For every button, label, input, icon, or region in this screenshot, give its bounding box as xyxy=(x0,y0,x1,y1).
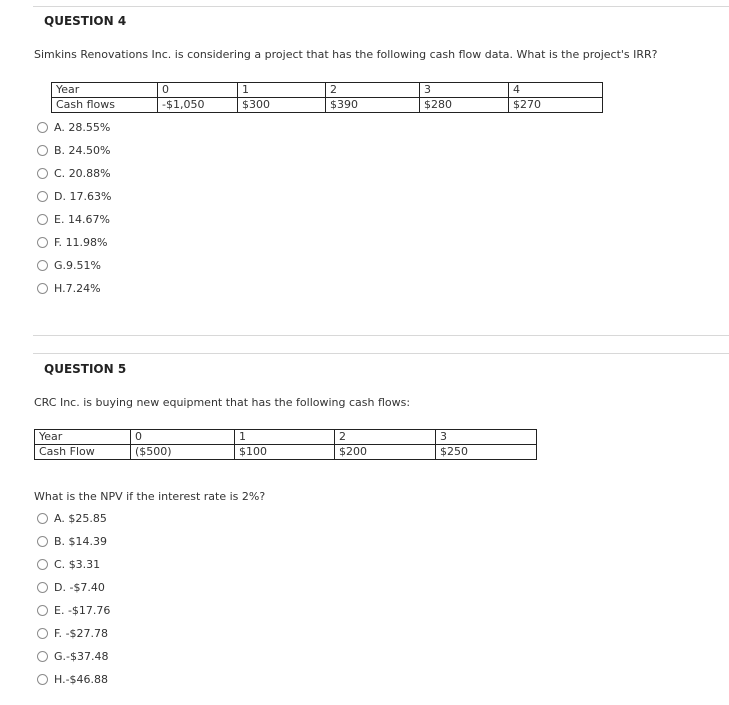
question-4-title: QUESTION 4 xyxy=(44,14,127,28)
option-label: F. 11.98% xyxy=(54,236,108,249)
table-cell: 1 xyxy=(238,83,326,98)
option-label: F. -$27.78 xyxy=(54,627,109,640)
table-cell: $200 xyxy=(335,445,436,460)
table-row xyxy=(52,83,603,98)
table-cell: 3 xyxy=(436,430,537,445)
option-label: C. $3.31 xyxy=(54,558,101,571)
question-5-cashflow-table xyxy=(34,429,537,460)
option-label: C. 20.88% xyxy=(54,167,111,180)
option-a[interactable] xyxy=(37,116,111,139)
table-cell: $270 xyxy=(509,98,603,113)
option-label: H.7.24% xyxy=(54,282,101,295)
option-c[interactable] xyxy=(37,162,111,185)
radio-button[interactable] xyxy=(37,559,48,570)
question-4-cashflow-table xyxy=(51,82,603,113)
table-cell: Cash Flow xyxy=(35,445,131,460)
table-cell: 3 xyxy=(420,83,509,98)
option-label: A. $25.85 xyxy=(54,512,107,525)
radio-button[interactable] xyxy=(37,168,48,179)
option-label: G.-$37.48 xyxy=(54,650,109,663)
option-label: G.9.51% xyxy=(54,259,101,272)
option-a[interactable] xyxy=(37,507,110,530)
table-cell: Year xyxy=(52,83,158,98)
question-5-title: QUESTION 5 xyxy=(44,362,127,376)
radio-button[interactable] xyxy=(37,513,48,524)
radio-button[interactable] xyxy=(37,582,48,593)
option-label: H.-$46.88 xyxy=(54,673,109,686)
option-label: A. 28.55% xyxy=(54,121,111,134)
option-e[interactable] xyxy=(37,599,110,622)
option-h[interactable] xyxy=(37,668,110,691)
question-5-subprompt: What is the NPV if the interest rate is 2%? xyxy=(34,490,266,503)
section-divider xyxy=(33,335,729,336)
table-row xyxy=(52,98,603,113)
table-cell: $280 xyxy=(420,98,509,113)
table-cell: 0 xyxy=(158,83,238,98)
option-b[interactable] xyxy=(37,530,110,553)
option-b[interactable] xyxy=(37,139,111,162)
top-divider xyxy=(33,6,729,7)
table-cell: 4 xyxy=(509,83,603,98)
table-cell: -$1,050 xyxy=(158,98,238,113)
question-5-options xyxy=(37,507,110,691)
radio-button[interactable] xyxy=(37,651,48,662)
table-row xyxy=(35,445,537,460)
radio-button[interactable] xyxy=(37,628,48,639)
option-f[interactable] xyxy=(37,231,111,254)
radio-button[interactable] xyxy=(37,145,48,156)
option-label: D. -$7.40 xyxy=(54,581,105,594)
option-label: B. $14.39 xyxy=(54,535,108,548)
table-cell: $250 xyxy=(436,445,537,460)
option-label: E. 14.67% xyxy=(54,213,110,226)
radio-button[interactable] xyxy=(37,214,48,225)
table-cell: 0 xyxy=(131,430,235,445)
radio-button[interactable] xyxy=(37,283,48,294)
table-cell: Cash flows xyxy=(52,98,158,113)
option-e[interactable] xyxy=(37,208,111,231)
radio-button[interactable] xyxy=(37,605,48,616)
question-5-prompt: CRC Inc. is buying new equipment that has the following cash flows: xyxy=(34,396,411,409)
radio-button[interactable] xyxy=(37,191,48,202)
option-h[interactable] xyxy=(37,277,111,300)
radio-button[interactable] xyxy=(37,122,48,133)
table-row xyxy=(35,430,537,445)
table-cell: ($500) xyxy=(131,445,235,460)
option-f[interactable] xyxy=(37,622,110,645)
table-cell: $390 xyxy=(326,98,420,113)
option-d[interactable] xyxy=(37,185,111,208)
option-label: B. 24.50% xyxy=(54,144,111,157)
option-c[interactable] xyxy=(37,553,110,576)
option-d[interactable] xyxy=(37,576,110,599)
option-g[interactable] xyxy=(37,254,111,277)
option-label: D. 17.63% xyxy=(54,190,112,203)
table-cell: 1 xyxy=(235,430,335,445)
option-label: E. -$17.76 xyxy=(54,604,111,617)
radio-button[interactable] xyxy=(37,536,48,547)
radio-button[interactable] xyxy=(37,260,48,271)
table-cell: 2 xyxy=(326,83,420,98)
radio-button[interactable] xyxy=(37,237,48,248)
question-4-prompt: Simkins Renovations Inc. is considering a project that has the following cash flow data. What is the project's IRR? xyxy=(34,48,658,61)
table-cell: 2 xyxy=(335,430,436,445)
table-cell: Year xyxy=(35,430,131,445)
table-cell: $300 xyxy=(238,98,326,113)
question-4-options xyxy=(37,116,111,300)
table-cell: $100 xyxy=(235,445,335,460)
radio-button[interactable] xyxy=(37,674,48,685)
option-g[interactable] xyxy=(37,645,110,668)
section-divider xyxy=(33,353,729,354)
